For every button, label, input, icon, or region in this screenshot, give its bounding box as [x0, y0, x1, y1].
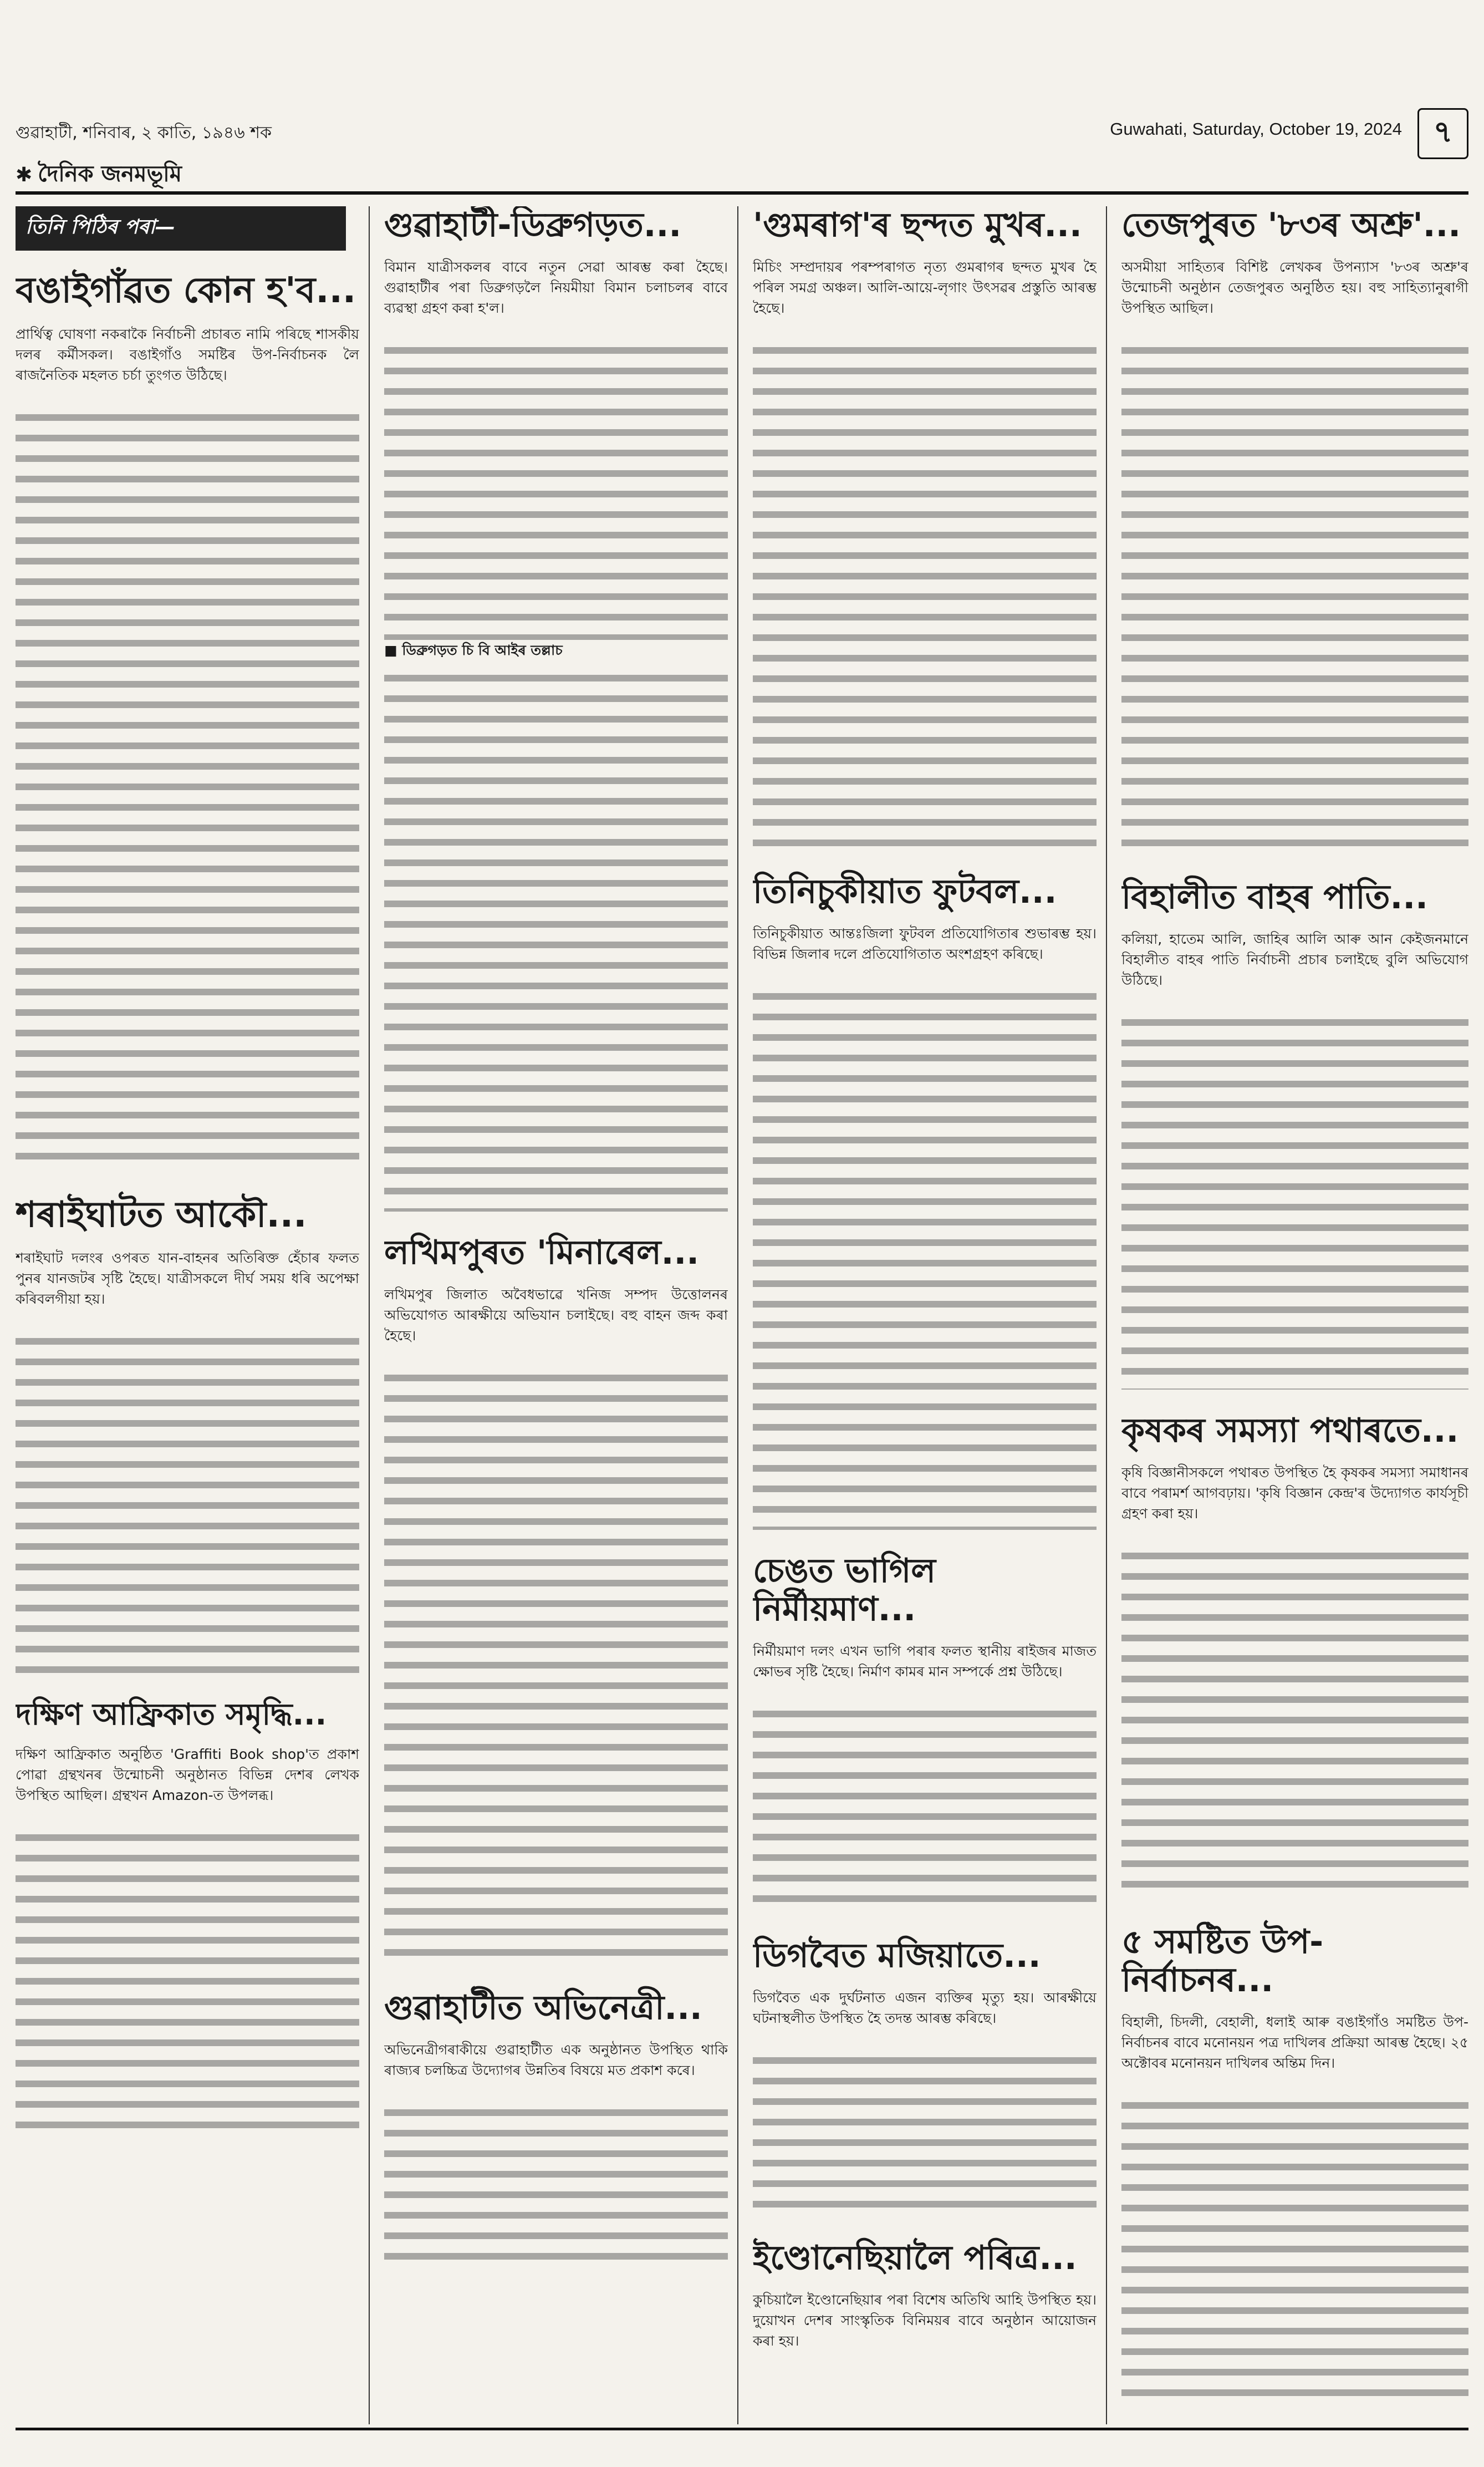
- column-2: [384, 206, 728, 2424]
- article-lead: শৰাইঘাট দলংৰ ওপৰত যান-বাহনৰ অতিৰিক্ত হেঁচাৰ ফলত পুনৰ যানজটৰ সৃষ্টি হৈছে। যাত্ৰীসকলে দীৰ্ঘ সময় ধৰি অপেক্ষা কৰিবলগীয়া হয়।: [16, 1250, 359, 1308]
- article-lead: দক্ষিণ আফ্ৰিকাত অনুষ্ঠিত 'Graffiti Book shop'ত প্ৰকাশ পোৱা গ্ৰন্থখনৰ উন্মোচনী অনুষ্ঠানত বিভিন্ন দেশৰ লেখক উপস্থিত আছিল। গ্ৰন্থখন Amazon-ত উপলব্ধ।: [16, 1746, 359, 1804]
- column-divider: [1106, 206, 1107, 2424]
- column-3: [753, 206, 1097, 2424]
- article-gumrag: [753, 206, 1097, 851]
- article-body-text: [16, 1828, 359, 2138]
- headline[interactable]: বঙাইগাঁৱত কোন হ'ব...: [16, 270, 356, 311]
- article-body-text: [16, 408, 359, 1173]
- footer-rule: [16, 2428, 1468, 2430]
- paper-name: ✱ দৈনিক জনমভূমি: [16, 161, 182, 187]
- article-lead: কৃষি বিজ্ঞানীসকলে পথাৰত উপস্থিত হৈ কৃষকৰ সমস্যা সমাধানৰ বাবে পৰামৰ্শ আগবঢ়ায়। 'কৃষি বিজ্ঞান কেন্দ্ৰ'ৰ উদ্যোগত কাৰ্যসূচী গ্ৰহণ কৰা হয়।: [1121, 1464, 1468, 1522]
- article-lead: প্ৰাৰ্থিত্ব ঘোষণা নকৰাকৈ নিৰ্বাচনী প্ৰচাৰত নামি পৰিছে শাসকীয় দলৰ কৰ্মীসকল। বঙাইগাঁও সমষ্টিৰ উপ-নিৰ্বাচনক লৈ ৰাজনৈতিক মহলত চৰ্চা তুংগত উঠিছে।: [16, 325, 359, 383]
- headline[interactable]: তিনিচুকীয়াত ফুটবল...: [753, 872, 1057, 911]
- article-lead: মিচিং সম্প্ৰদায়ৰ পৰম্পৰাগত নৃত্য গুমৰাগৰ ছন্দত মুখৰ হৈ পৰিল সমগ্ৰ অঞ্চল। আলি-আয়ে-লৃগাং উৎসৱৰ প্ৰস্তুতি আৰম্ভ হৈছে।: [753, 259, 1097, 316]
- article-indonesia: [753, 2239, 1097, 2351]
- article-bypolls: [1121, 1923, 1468, 2406]
- subhead: ■ ডিব্ৰুগড়ত চি বি আইৰ তল্লাচ: [384, 642, 563, 658]
- article-lead: নিৰ্মীয়মাণ দলং এখন ভাগি পৰাৰ ফলত স্থানীয় ৰাইজৰ মাজত ক্ষোভৰ সৃষ্টি হৈছে। নিৰ্মাণ কামৰ মান সম্পৰ্কে প্ৰশ্ন উঠিছে।: [753, 1643, 1097, 1680]
- article-lead: তিনিচুকীয়াত আন্তঃজিলা ফুটবল প্ৰতিযোগিতাৰ শুভাৰম্ভ হয়। বিভিন্ন জিলাৰ দলে প্ৰতিযোগিতাত অংশগ্ৰহণ কৰিছে।: [753, 925, 1097, 962]
- headline[interactable]: গুৱাহাটীত অভিনেত্ৰী...: [384, 1988, 702, 2027]
- article-body-text: [384, 1368, 728, 1967]
- article-bongaigaon: [16, 271, 359, 1173]
- article-body-text: [1121, 340, 1468, 856]
- article-south-africa: [16, 1697, 359, 2138]
- headline[interactable]: দক্ষিণ আফ্ৰিকাত সমৃদ্ধি...: [16, 1697, 327, 1732]
- article-guwahati-actress: [384, 1989, 728, 2269]
- article-body-text: [753, 986, 1097, 1530]
- article-lead: কুচিয়ালৈ ইণ্ডোনেছিয়াৰ পৰা বিশেষ অতিথি আহি উপস্থিত হয়। দুয়োখন দেশৰ সাংস্কৃতিক বিনিময়ৰ বাবে অনুষ্ঠান আয়োজন কৰা হয়।: [753, 2292, 1097, 2349]
- headline[interactable]: ইণ্ডোনেছিয়ালৈ পৰিত্ৰ...: [753, 2239, 1077, 2277]
- article-body-text: [384, 668, 728, 1212]
- article-lakhimpur: [384, 1234, 728, 1967]
- article-farmers: [1121, 1412, 1468, 1901]
- article-tezpur: [1121, 206, 1468, 856]
- headline[interactable]: ডিগবৈত মজিয়াতে...: [753, 1936, 1041, 1975]
- column-divider: [737, 206, 738, 2424]
- article-body-text: [16, 1331, 359, 1675]
- article-body-text: [384, 2103, 728, 2269]
- article-lead: বিমান যাত্ৰীসকলৰ বাবে নতুন সেৱা আৰম্ভ কৰা হৈছে। গুৱাহাটীৰ পৰা ডিব্ৰুগড়লৈ নিয়মীয়া বিমান চলাচলৰ বাবে ব্যৱস্থা গ্ৰহণ কৰা হ'ল।: [384, 259, 728, 316]
- article-behali: [1121, 878, 1468, 1390]
- dateline-english: Guwahati, Saturday, October 19, 2024: [1110, 119, 1402, 139]
- article-body-text: [753, 1704, 1097, 1915]
- article-lead: অভিনেত্ৰীগৰাকীয়ে গুৱাহাটীত এক অনুষ্ঠানত উপস্থিত থাকি ৰাজ্যৰ চলচ্চিত্ৰ উদ্যোগৰ উন্নতিৰ বিষয়ে মত প্ৰকাশ কৰে।: [384, 2042, 728, 2078]
- headline[interactable]: কৃষকৰ সমস্যা পথাৰতে...: [1121, 1411, 1459, 1450]
- headline[interactable]: বিহালীত বাহৰ পাতি...: [1121, 878, 1428, 917]
- column-1: [16, 206, 359, 2424]
- column-4: [1121, 206, 1468, 2424]
- headline[interactable]: গুৱাহাটী-ডিব্ৰুগড়ত...: [384, 206, 682, 245]
- star-icon: ✱: [16, 164, 33, 186]
- article-lead: কলিয়া, হাতেম আলি, জাহিৰ আলি আৰু আন কেইজনমানে বিহালীত বাহৰ পাতি নিৰ্বাচনী প্ৰচাৰ চলাইছে বুলি অভিযোগ উঠিছে।: [1121, 931, 1468, 988]
- article-saraighat: [16, 1195, 359, 1676]
- headline[interactable]: শৰাইঘাটত আকৌ...: [16, 1194, 307, 1235]
- article-lead: লখিমপুৰ জিলাত অবৈধভাৱে খনিজ সম্পদ উত্তোলনৰ অভিযোগত আৰক্ষীয়ে অভিযান চলাইছে। বহু বাহন জব্দ কৰা হৈছে।: [384, 1286, 728, 1344]
- column-divider: [369, 206, 370, 2424]
- article-guwahati-dibrugarh: [384, 206, 728, 1212]
- headline[interactable]: লখিমপুৰত 'মিনাৰেল...: [384, 1233, 700, 1272]
- article-body-text: [384, 340, 728, 640]
- header-rule: [16, 191, 1468, 195]
- article-body-text: [753, 340, 1097, 851]
- page-header: [16, 114, 1468, 161]
- headline[interactable]: তেজপুৰত '৮৩ৰ অশ্ৰু'...: [1121, 206, 1461, 245]
- continued-banner: তিনি পিঠিৰ পৰা—: [16, 206, 346, 251]
- article-body-text: [1121, 1013, 1468, 1390]
- article-body-text: [1121, 2095, 1468, 2406]
- article-body-text: [753, 2051, 1097, 2217]
- dateline-assamese: গুৱাহাটী, শনিবাৰ, ২ কাতি, ১৯৪৬ শক: [16, 123, 272, 143]
- headline[interactable]: ৫ সমষ্টিত উপ-নিৰ্বাচনৰ...: [1121, 1922, 1324, 2000]
- article-digboi: [753, 1937, 1097, 2217]
- page-number: ৭: [1417, 108, 1468, 159]
- article-lead: বিহালী, চিদলী, বেহালী, ধলাই আৰু বঙাইগাঁও সমষ্টিত উপ-নিৰ্বাচনৰ বাবে মনোনয়ন পত্ৰ দাখিলৰ প্ৰক্ৰিয়া আৰম্ভ হৈছে। ২৫ অক্টোবৰ মনোনয়ন দাখিলৰ অন্তিম দিন।: [1121, 2014, 1468, 2071]
- headline[interactable]: চেঙত ভাগিল নিৰ্মীয়মাণ...: [753, 1552, 936, 1629]
- headline[interactable]: 'গুমৰাগ'ৰ ছন্দত মুখৰ...: [753, 206, 1082, 245]
- article-tinsukia-football: [753, 873, 1097, 1530]
- article-cheng-bridge: [753, 1552, 1097, 1915]
- article-body-text: [1121, 1546, 1468, 1901]
- article-lead: ডিগবৈত এক দুৰ্ঘটনাত এজন ব্যক্তিৰ মৃত্যু হয়। আৰক্ষীয়ে ঘটনাস্থলীত উপস্থিত হৈ তদন্ত আৰম্ভ কৰিছে।: [753, 1990, 1097, 2026]
- article-lead: অসমীয়া সাহিত্যৰ বিশিষ্ট লেখকৰ উপন্যাস '৮৩ৰ অশ্ৰু'ৰ উন্মোচনী অনুষ্ঠান তেজপুৰত অনুষ্ঠিত হয়। বহু সাহিত্যানুৰাগী উপস্থিত আছিল।: [1121, 259, 1468, 316]
